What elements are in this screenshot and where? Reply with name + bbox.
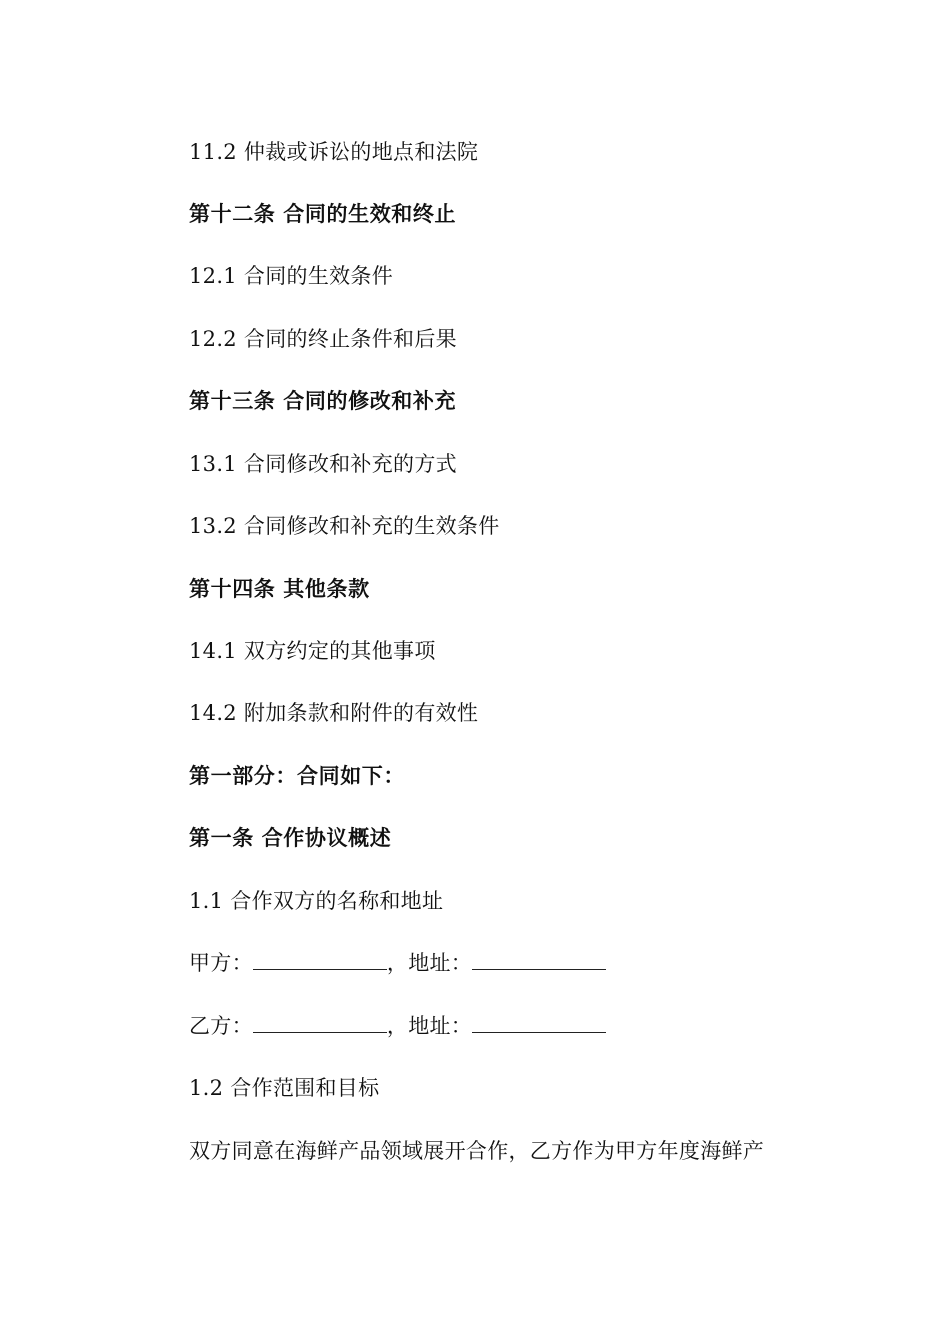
party-b-address-label: ，地址： xyxy=(386,1014,473,1038)
clause-14-1: 14.1 双方约定的其他事项 xyxy=(189,639,436,663)
part-one-heading: 第一部分：合同如下： xyxy=(189,764,405,788)
clause-14-2: 14.2 附加条款和附件的有效性 xyxy=(189,701,479,725)
party-a-line xyxy=(189,950,606,976)
party-b-line xyxy=(189,1013,606,1039)
clause-13-2: 13.2 合同修改和补充的生效条件 xyxy=(189,514,500,538)
party-b-label: 乙方： xyxy=(189,1014,253,1038)
clause-1-1: 1.1 合作双方的名称和地址 xyxy=(189,889,444,913)
clause-13-1: 13.1 合同修改和补充的方式 xyxy=(189,452,457,476)
article-1-heading: 第一条 合作协议概述 xyxy=(189,826,392,850)
party-a-address-blank[interactable] xyxy=(472,951,606,970)
article-13-heading: 第十三条 合同的修改和补充 xyxy=(189,389,457,413)
party-b-address-blank[interactable] xyxy=(472,1014,606,1033)
clause-11-2: 11.2 仲裁或诉讼的地点和法院 xyxy=(189,140,479,164)
clause-1-2: 1.2 合作范围和目标 xyxy=(189,1076,380,1100)
party-b-name-blank[interactable] xyxy=(253,1014,387,1033)
article-14-heading: 第十四条 其他条款 xyxy=(189,577,370,601)
party-a-address-label: ，地址： xyxy=(386,951,473,975)
article-12-heading: 第十二条 合同的生效和终止 xyxy=(189,202,457,226)
party-a-label: 甲方： xyxy=(189,951,253,975)
clause-12-2: 12.2 合同的终止条件和后果 xyxy=(189,327,457,351)
body-paragraph: 双方同意在海鲜产品领域展开合作，乙方作为甲方年度海鲜产 xyxy=(189,1139,765,1163)
party-a-name-blank[interactable] xyxy=(253,951,387,970)
clause-12-1: 12.1 合同的生效条件 xyxy=(189,264,394,288)
